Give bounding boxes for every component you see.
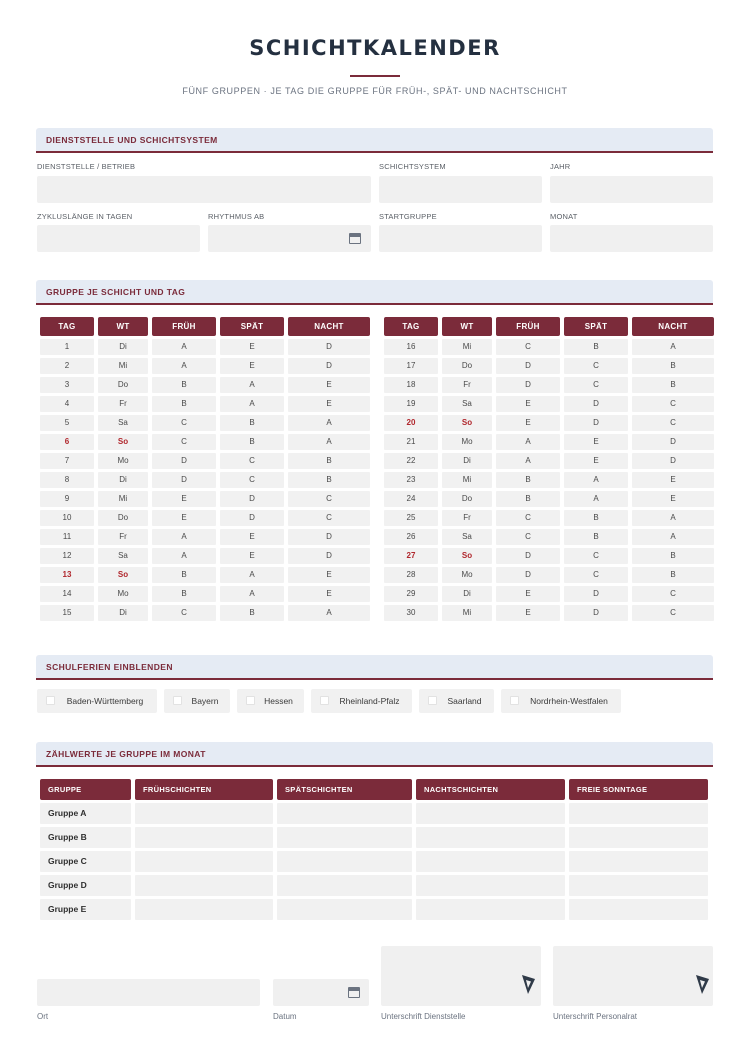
cell-nacht[interactable]: D (288, 548, 370, 564)
cell-frueh[interactable]: E (152, 510, 216, 526)
cell-frueh[interactable]: D (152, 453, 216, 469)
column-header-spaetschichten: SPÄTSCHICHTEN (277, 779, 412, 800)
cell-spaet[interactable]: A (564, 472, 628, 488)
cell-frueh[interactable]: A (496, 434, 560, 450)
cell-nacht[interactable]: C (288, 491, 370, 507)
cell-nacht[interactable]: A (288, 415, 370, 431)
cell-nacht[interactable]: E (632, 472, 714, 488)
cell-wt: Fr (442, 377, 492, 393)
checkbox[interactable] (320, 696, 329, 705)
cell-tag: 15 (40, 605, 94, 621)
cell-tag: 2 (40, 358, 94, 374)
cell-tag: 29 (384, 586, 438, 602)
cell-frueh[interactable]: A (496, 453, 560, 469)
count-field-freie-sonntage[interactable] (569, 875, 708, 896)
cell-nacht[interactable]: C (288, 510, 370, 526)
cell-tag: 18 (384, 377, 438, 393)
count-field-nachtschichten[interactable] (416, 875, 565, 896)
cell-nacht[interactable]: E (632, 491, 714, 507)
dienststelle-label: DIENSTSTELLE / BETRIEB (37, 162, 136, 171)
cell-frueh[interactable]: D (496, 567, 560, 583)
cell-frueh[interactable]: A (152, 339, 216, 355)
cell-spaet[interactable]: D (564, 605, 628, 621)
signature-dienststelle-field[interactable] (381, 946, 541, 1006)
cell-nacht[interactable]: B (632, 377, 714, 393)
cell-frueh[interactable]: E (496, 605, 560, 621)
cell-spaet[interactable]: A (220, 377, 284, 393)
checkbox[interactable] (46, 696, 55, 705)
page-subtitle: FÜNF GRUPPEN · JE TAG DIE GRUPPE FÜR FRÜH-, SPÄT- UND NACHTSCHICHT (182, 86, 568, 96)
column-header-tag: TAG (40, 317, 94, 336)
column-header-frueh: FRÜH (496, 317, 560, 336)
cell-spaet[interactable]: E (220, 358, 284, 374)
cell-frueh[interactable]: C (152, 415, 216, 431)
cell-spaet[interactable]: B (564, 510, 628, 526)
cell-tag: 3 (40, 377, 94, 393)
cell-wt: Fr (442, 510, 492, 526)
section-title: SCHULFERIEN EINBLENDEN (46, 662, 173, 672)
count-field-nachtschichten[interactable] (416, 803, 565, 824)
cell-tag: 6 (40, 434, 94, 450)
count-field-spaetschichten[interactable] (277, 851, 412, 872)
cell-frueh[interactable]: B (496, 472, 560, 488)
cell-tag: 20 (384, 415, 438, 431)
holiday-toggle-rheinland-pfalz[interactable]: Rheinland-Pfalz (311, 689, 412, 713)
cell-spaet[interactable]: B (220, 415, 284, 431)
holiday-toggle-nordrhein-westfalen[interactable]: Nordrhein-Westfalen (501, 689, 621, 713)
cell-wt: So (98, 567, 148, 583)
cell-wt: Di (98, 339, 148, 355)
cell-spaet[interactable]: B (220, 605, 284, 621)
cell-spaet[interactable]: E (564, 434, 628, 450)
startgruppe-field[interactable] (379, 225, 542, 252)
cell-wt: Do (98, 510, 148, 526)
monat-field[interactable] (550, 225, 713, 252)
count-field-fruehschichten[interactable] (135, 899, 273, 920)
section-title: ZÄHLWERTE JE GRUPPE IM MONAT (46, 749, 206, 759)
cell-tag: 16 (384, 339, 438, 355)
column-header-nachtschichten: NACHTSCHICHTEN (416, 779, 565, 800)
cell-frueh[interactable]: C (496, 529, 560, 545)
cell-nacht[interactable]: D (288, 339, 370, 355)
startgruppe-label: STARTGRUPPE (379, 212, 437, 221)
cell-nacht[interactable]: B (288, 472, 370, 488)
cell-frueh[interactable]: C (152, 605, 216, 621)
section-header-dienststelle (36, 128, 713, 153)
rhythmus-date-field[interactable] (208, 225, 371, 252)
cell-nacht[interactable]: E (288, 567, 370, 583)
schedule-table-right (384, 317, 714, 621)
checkbox[interactable] (173, 696, 182, 705)
cell-tag: 24 (384, 491, 438, 507)
column-header-spaet: SPÄT (220, 317, 284, 336)
count-field-spaetschichten[interactable] (277, 803, 412, 824)
column-header-frueh: FRÜH (152, 317, 216, 336)
cell-spaet[interactable]: C (220, 472, 284, 488)
cell-spaet[interactable]: A (220, 586, 284, 602)
cell-tag: 7 (40, 453, 94, 469)
title-divider (350, 75, 400, 77)
cell-wt: Mi (442, 339, 492, 355)
cell-frueh[interactable]: D (496, 358, 560, 374)
cell-nacht[interactable]: E (288, 396, 370, 412)
count-field-spaetschichten[interactable] (277, 875, 412, 896)
count-field-spaetschichten[interactable] (277, 899, 412, 920)
column-header-wt: WT (98, 317, 148, 336)
cell-spaet[interactable]: A (220, 567, 284, 583)
counts-table (40, 779, 708, 920)
cell-nacht[interactable]: A (288, 434, 370, 450)
cell-wt: Mo (442, 434, 492, 450)
ort-field[interactable] (37, 979, 260, 1006)
cell-tag: 19 (384, 396, 438, 412)
cell-tag: 13 (40, 567, 94, 583)
cell-tag: 25 (384, 510, 438, 526)
count-field-freie-sonntage[interactable] (569, 899, 708, 920)
cell-tag: 12 (40, 548, 94, 564)
column-header-nacht: NACHT (288, 317, 370, 336)
datum-date-field[interactable] (273, 979, 369, 1006)
pen-icon[interactable] (519, 974, 537, 996)
checkbox[interactable] (428, 696, 437, 705)
cell-spaet[interactable]: C (564, 567, 628, 583)
cell-tag: 26 (384, 529, 438, 545)
cell-wt: So (98, 434, 148, 450)
section-header-zaehlwerte (36, 742, 713, 767)
cell-spaet[interactable]: C (220, 453, 284, 469)
cell-wt: Mi (98, 491, 148, 507)
cell-frueh[interactable]: B (152, 567, 216, 583)
count-field-fruehschichten[interactable] (135, 803, 273, 824)
cell-wt: Di (442, 453, 492, 469)
cell-tag: 9 (40, 491, 94, 507)
cell-tag: 11 (40, 529, 94, 545)
cell-nacht[interactable]: A (288, 605, 370, 621)
cell-wt: Sa (98, 548, 148, 564)
cell-spaet[interactable]: D (564, 396, 628, 412)
count-field-fruehschichten[interactable] (135, 875, 273, 896)
cell-nacht[interactable]: D (632, 434, 714, 450)
cell-nacht[interactable]: D (632, 453, 714, 469)
cell-spaet[interactable]: A (220, 396, 284, 412)
count-field-fruehschichten[interactable] (135, 827, 273, 848)
cell-nacht[interactable]: E (288, 586, 370, 602)
cell-frueh[interactable]: C (152, 434, 216, 450)
cell-wt: Sa (98, 415, 148, 431)
cell-wt: Do (442, 491, 492, 507)
group-label: Gruppe B (40, 827, 131, 848)
column-header-freie-sonntage: FREIE SONNTAGE (569, 779, 708, 800)
cell-wt: Mi (98, 358, 148, 374)
cell-wt: Di (98, 605, 148, 621)
calendar-icon[interactable] (348, 987, 360, 998)
cell-frueh[interactable]: A (152, 548, 216, 564)
cell-frueh[interactable]: E (496, 415, 560, 431)
pen-icon[interactable] (693, 974, 711, 996)
section-header-schulferien (36, 655, 713, 680)
column-header-wt: WT (442, 317, 492, 336)
cell-wt: Di (98, 472, 148, 488)
count-field-freie-sonntage[interactable] (569, 827, 708, 848)
holiday-toggle-bayern[interactable]: Bayern (164, 689, 230, 713)
column-header-nacht: NACHT (632, 317, 714, 336)
cell-wt: Di (442, 586, 492, 602)
cell-tag: 17 (384, 358, 438, 374)
schichtsystem-label: SCHICHTSYSTEM (379, 162, 446, 171)
cell-tag: 1 (40, 339, 94, 355)
count-field-freie-sonntage[interactable] (569, 851, 708, 872)
group-label: Gruppe A (40, 803, 131, 824)
count-field-freie-sonntage[interactable] (569, 803, 708, 824)
schedule-table-left (40, 317, 370, 621)
cell-wt: Mo (98, 453, 148, 469)
page-title: SCHICHTKALENDER (249, 36, 501, 60)
cell-spaet[interactable]: C (564, 358, 628, 374)
cell-nacht[interactable]: C (632, 396, 714, 412)
signature-personalrat-field[interactable] (553, 946, 713, 1006)
column-header-spaet: SPÄT (564, 317, 628, 336)
cell-nacht[interactable]: C (632, 415, 714, 431)
cell-wt: Mo (98, 586, 148, 602)
cell-tag: 30 (384, 605, 438, 621)
schichtsystem-field[interactable] (379, 176, 542, 203)
cell-wt: So (442, 415, 492, 431)
cell-spaet[interactable]: D (220, 491, 284, 507)
cell-tag: 14 (40, 586, 94, 602)
cell-spaet[interactable]: E (564, 453, 628, 469)
zykluslaenge-field[interactable] (37, 225, 200, 252)
cell-tag: 22 (384, 453, 438, 469)
zykluslaenge-label: ZYKLUSLÄNGE IN TAGEN (37, 212, 133, 221)
cell-wt: Sa (442, 529, 492, 545)
group-label: Gruppe E (40, 899, 131, 920)
cell-frueh[interactable]: B (496, 491, 560, 507)
holiday-toggle-hessen[interactable]: Hessen (237, 689, 304, 713)
cell-nacht[interactable]: A (632, 510, 714, 526)
cell-spaet[interactable]: C (564, 377, 628, 393)
cell-nacht[interactable]: C (632, 586, 714, 602)
cell-spaet[interactable]: B (564, 529, 628, 545)
dienststelle-field[interactable] (37, 176, 371, 203)
cell-nacht[interactable]: C (632, 605, 714, 621)
count-field-nachtschichten[interactable] (416, 851, 565, 872)
cell-wt: Do (98, 377, 148, 393)
count-field-nachtschichten[interactable] (416, 899, 565, 920)
holiday-toggle-baden-wuerttemberg[interactable]: Baden-Württemberg (37, 689, 157, 713)
cell-frueh[interactable]: C (496, 339, 560, 355)
cell-nacht[interactable]: E (288, 377, 370, 393)
ort-label: Ort (37, 1012, 49, 1021)
checkbox[interactable] (246, 696, 255, 705)
datum-label: Datum (273, 1012, 297, 1021)
cell-frueh[interactable]: D (496, 548, 560, 564)
cell-tag: 8 (40, 472, 94, 488)
cell-spaet[interactable]: B (220, 434, 284, 450)
cell-frueh[interactable]: B (152, 377, 216, 393)
cell-frueh[interactable]: D (152, 472, 216, 488)
cell-wt: Fr (98, 396, 148, 412)
column-header-fruehschichten: FRÜHSCHICHTEN (135, 779, 273, 800)
cell-tag: 23 (384, 472, 438, 488)
cell-tag: 4 (40, 396, 94, 412)
cell-wt: Sa (442, 396, 492, 412)
cell-tag: 27 (384, 548, 438, 564)
cell-frueh[interactable]: E (152, 491, 216, 507)
cell-wt: Fr (98, 529, 148, 545)
column-header-gruppe: GRUPPE (40, 779, 131, 800)
rhythmus-label: RHYTHMUS AB (208, 212, 265, 221)
cell-tag: 28 (384, 567, 438, 583)
cell-spaet[interactable]: A (564, 491, 628, 507)
cell-wt: Mo (442, 567, 492, 583)
cell-nacht[interactable]: A (632, 339, 714, 355)
cell-nacht[interactable]: B (632, 358, 714, 374)
cell-tag: 10 (40, 510, 94, 526)
section-title: GRUPPE JE SCHICHT UND TAG (46, 287, 186, 297)
jahr-field[interactable] (550, 176, 713, 203)
cell-frueh[interactable]: E (496, 586, 560, 602)
count-field-fruehschichten[interactable] (135, 851, 273, 872)
cell-spaet[interactable]: B (564, 339, 628, 355)
jahr-label: JAHR (550, 162, 571, 171)
cell-spaet[interactable]: E (220, 339, 284, 355)
section-header-gruppen (36, 280, 713, 305)
monat-label: MONAT (550, 212, 578, 221)
cell-spaet[interactable]: D (564, 586, 628, 602)
signature-personalrat-label: Unterschrift Personalrat (553, 1012, 638, 1021)
cell-wt: Mi (442, 605, 492, 621)
cell-spaet[interactable]: D (564, 415, 628, 431)
cell-frueh[interactable]: A (152, 529, 216, 545)
cell-frueh[interactable]: B (152, 396, 216, 412)
group-label: Gruppe C (40, 851, 131, 872)
group-label: Gruppe D (40, 875, 131, 896)
cell-spaet[interactable]: E (220, 548, 284, 564)
cell-nacht[interactable]: B (632, 548, 714, 564)
cell-tag: 21 (384, 434, 438, 450)
cell-frueh[interactable]: C (496, 510, 560, 526)
checkbox[interactable] (510, 696, 519, 705)
column-header-tag: TAG (384, 317, 438, 336)
cell-frueh[interactable]: B (152, 586, 216, 602)
cell-spaet[interactable]: C (564, 548, 628, 564)
signature-dienststelle-label: Unterschrift Dienststelle (381, 1012, 466, 1021)
cell-nacht[interactable]: B (288, 453, 370, 469)
cell-frueh[interactable]: E (496, 396, 560, 412)
holiday-toggle-saarland[interactable]: Saarland (419, 689, 494, 713)
cell-nacht[interactable]: D (288, 358, 370, 374)
cell-wt: Mi (442, 472, 492, 488)
cell-spaet[interactable]: E (220, 529, 284, 545)
cell-nacht[interactable]: A (632, 529, 714, 545)
cell-wt: So (442, 548, 492, 564)
cell-spaet[interactable]: D (220, 510, 284, 526)
cell-frueh[interactable]: A (152, 358, 216, 374)
cell-nacht[interactable]: D (288, 529, 370, 545)
count-field-nachtschichten[interactable] (416, 827, 565, 848)
section-title: DIENSTSTELLE UND SCHICHTSYSTEM (46, 135, 218, 145)
count-field-spaetschichten[interactable] (277, 827, 412, 848)
cell-wt: Do (442, 358, 492, 374)
cell-frueh[interactable]: D (496, 377, 560, 393)
calendar-icon[interactable] (349, 233, 361, 244)
cell-nacht[interactable]: B (632, 567, 714, 583)
cell-tag: 5 (40, 415, 94, 431)
